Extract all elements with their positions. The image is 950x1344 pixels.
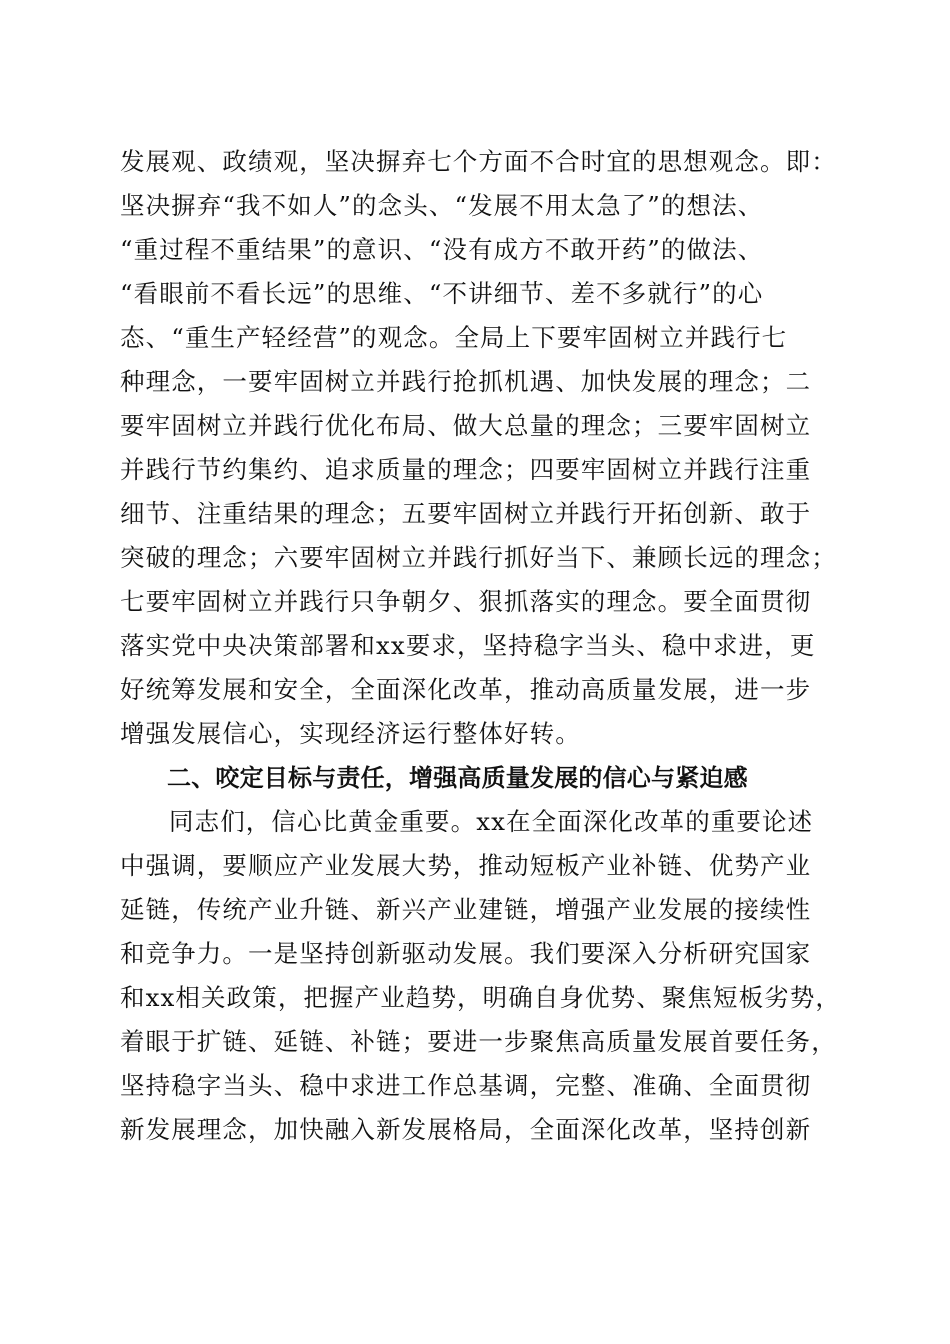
- paragraph-2-line: 坚持稳字当头、稳中求进工作总基调，完整、准确、全面贯彻: [120, 1071, 812, 1100]
- paragraph-1-line: 并践行节约集约、追求质量的理念；四要牢固树立并践行注重: [120, 455, 812, 484]
- section-heading: 二、咬定目标与责任，增强高质量发展的信心与紧迫感: [167, 764, 748, 792]
- paragraph-1-line: 细节、注重结果的理念；五要牢固树立并践行开拓创新、敢于: [120, 499, 812, 528]
- paragraph-2-line: 和xx相关政策，把握产业趋势，明确自身优势、聚焦短板劣势，: [120, 983, 842, 1012]
- paragraph-2-line: 同志们，信心比黄金重要。xx在全面深化改革的重要论述: [169, 807, 814, 836]
- paragraph-2-line: 着眼于扩链、延链、补链；要进一步聚焦高质量发展首要任务，: [120, 1027, 837, 1056]
- paragraph-1-line: 发展观、政绩观，坚决摒弃七个方面不合时宜的思想观念。即：: [120, 147, 837, 176]
- paragraph-1-line: 落实党中央决策部署和xx要求，坚持稳字当头、稳中求进，更: [120, 631, 816, 660]
- paragraph-2-line: 新发展理念，加快融入新发展格局，全面深化改革，坚持创新: [120, 1115, 812, 1144]
- paragraph-2-line: 中强调，要顺应产业发展大势，推动短板产业补链、优势产业: [120, 851, 812, 880]
- paragraph-1-line: 种理念，一要牢固树立并践行抢抓机遇、加快发展的理念；二: [120, 367, 812, 396]
- paragraph-2-line: 延链，传统产业升链、新兴产业建链，增强产业发展的接续性: [120, 895, 812, 924]
- paragraph-2-line: 和竞争力。一是坚持创新驱动发展。我们要深入分析研究国家: [120, 939, 812, 968]
- paragraph-1-line: 好统筹发展和安全，全面深化改革，推动高质量发展，进一步: [120, 675, 812, 704]
- paragraph-1-line: “重过程不重结果”的意识、“没有成方不敢开药”的做法、: [120, 235, 764, 264]
- paragraph-1-line: 七要牢固树立并践行只争朝夕、狠抓落实的理念。要全面贯彻: [120, 587, 812, 616]
- paragraph-1-line: 增强发展信心，实现经济运行整体好转。: [120, 719, 581, 748]
- paragraph-1-line: 要牢固树立并践行优化布局、做大总量的理念；三要牢固树立: [120, 411, 812, 440]
- paragraph-1-line: 突破的理念；六要牢固树立并践行抓好当下、兼顾长远的理念；: [120, 543, 837, 572]
- paragraph-1-line: 态、“重生产轻经营”的观念。全局上下要牢固树立并践行七: [120, 323, 788, 352]
- paragraph-1-line: 坚决摒弃“我不如人”的念头、“发展不用太急了”的想法、: [120, 191, 764, 220]
- paragraph-1-line: “看眼前不看长远”的思维、“不讲细节、差不多就行”的心: [120, 279, 764, 308]
